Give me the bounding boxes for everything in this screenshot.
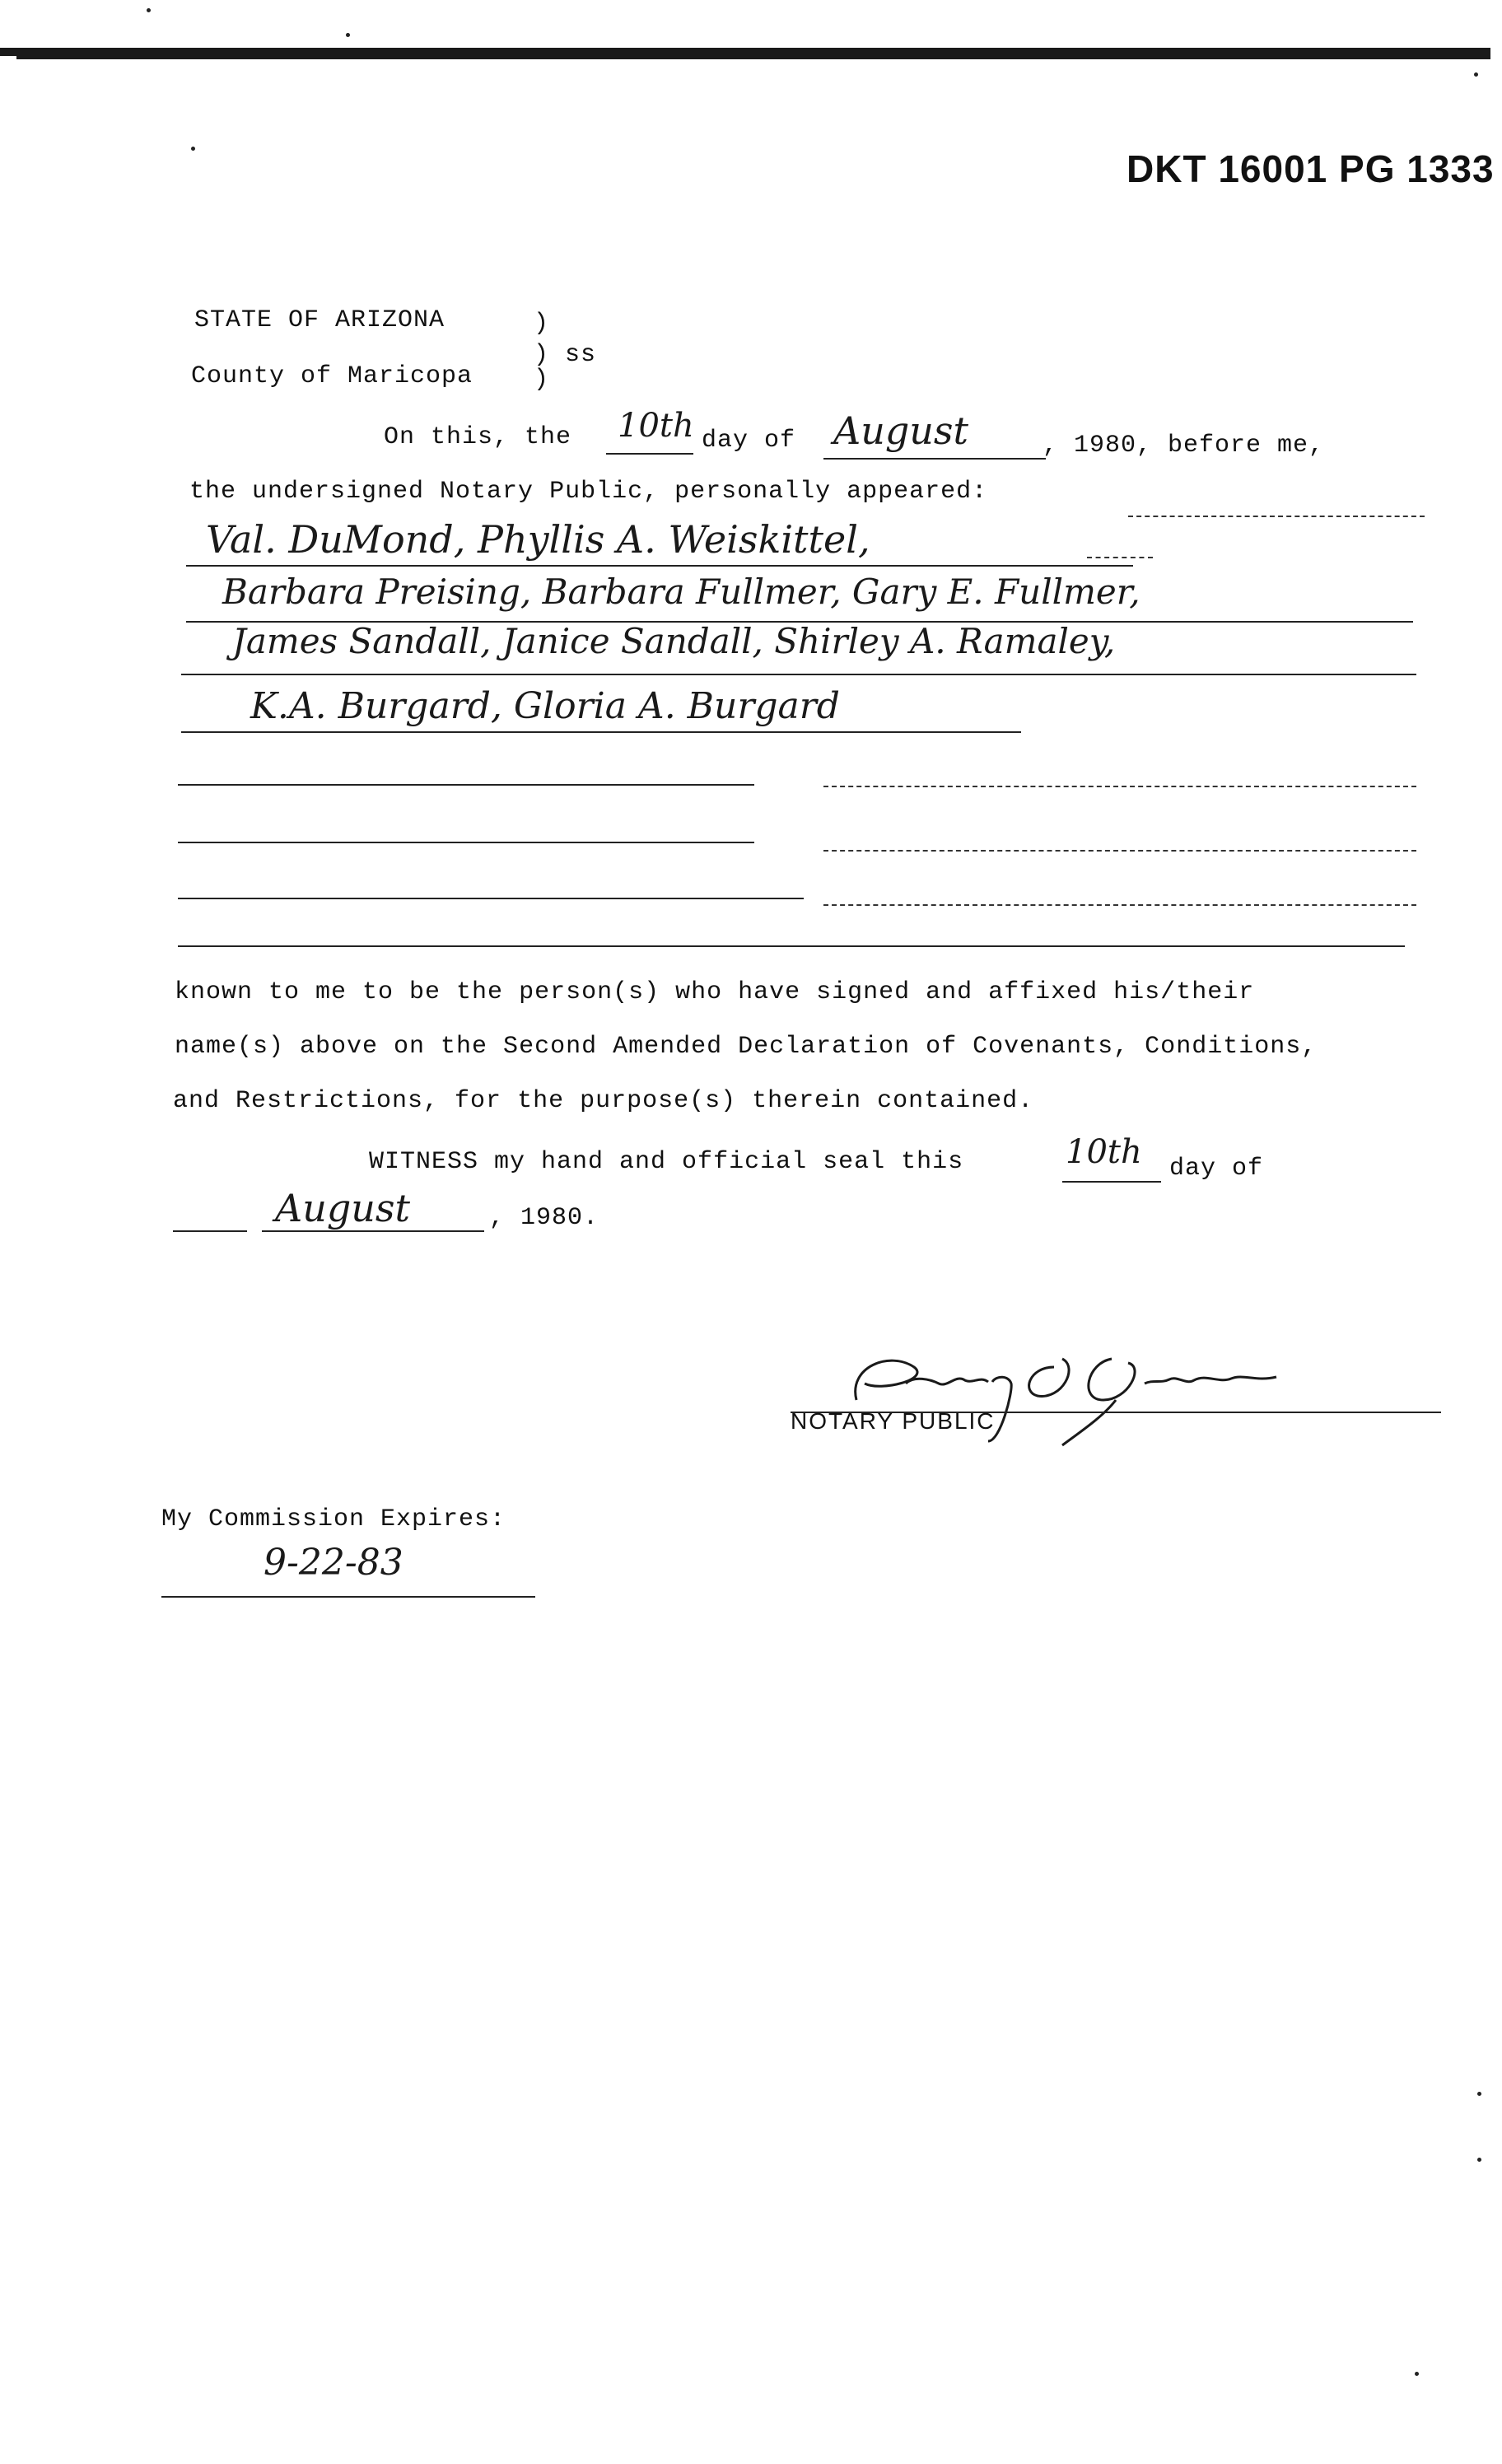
venue-county: County of Maricopa bbox=[191, 362, 473, 390]
scan-speck bbox=[346, 33, 350, 37]
blank-line bbox=[823, 786, 1416, 787]
witness-month-line bbox=[262, 1230, 484, 1232]
intro-line-2: the undersigned Notary Public, personally appeared: bbox=[189, 478, 988, 506]
day-of-label: day of bbox=[702, 427, 796, 455]
commission-expires-label: My Commission Expires: bbox=[161, 1505, 506, 1533]
witness-prefix: WITNESS my hand and official seal this bbox=[369, 1148, 964, 1176]
blank-line bbox=[178, 898, 804, 899]
witness-year: , 1980. bbox=[489, 1204, 599, 1232]
scan-speck bbox=[147, 8, 151, 12]
appeared-blank-line bbox=[1128, 516, 1425, 517]
intro-prefix: On this, the bbox=[384, 423, 572, 451]
scan-left-border-mark bbox=[0, 48, 18, 56]
signers-line-2: Barbara Preising, Barbara Fullmer, Gary E. Fullmer, bbox=[222, 572, 1140, 612]
commission-expiration-date: 9-22-83 bbox=[264, 1542, 403, 1584]
scan-speck bbox=[1477, 2158, 1481, 2162]
venue-state: STATE OF ARIZONA bbox=[194, 306, 445, 334]
body-line-1: known to me to be the person(s) who have signed and affixed his/their bbox=[175, 978, 1255, 1006]
blank-line bbox=[178, 784, 754, 786]
witness-handwritten-day: 10th bbox=[1066, 1133, 1142, 1171]
venue-paren: ) bbox=[534, 366, 550, 394]
scan-speck bbox=[191, 147, 195, 151]
handwritten-month: August bbox=[833, 408, 969, 453]
docket-page-number: DKT 16001 PG 1333 bbox=[1126, 147, 1495, 190]
notary-public-label: NOTARY PUBLIC bbox=[791, 1408, 996, 1434]
witness-day-line bbox=[1062, 1181, 1161, 1183]
scan-speck bbox=[1477, 2092, 1481, 2096]
signers-line-4: K.A. Burgard, Gloria A. Burgard bbox=[250, 685, 840, 727]
signers-line-1: Val. DuMond, Phyllis A. Weiskittel, bbox=[206, 517, 870, 562]
year-before-me: , 1980, before me, bbox=[1043, 432, 1325, 460]
month-blank-line bbox=[823, 458, 1046, 460]
day-blank-line bbox=[606, 453, 693, 455]
venue-paren: ) bbox=[534, 310, 550, 338]
signers-rule-1b bbox=[1087, 557, 1153, 558]
blank-line bbox=[823, 850, 1416, 852]
blank-line bbox=[178, 945, 1405, 947]
scan-speck bbox=[1474, 72, 1478, 77]
signers-line-3: James Sandall, Janice Sandall, Shirley A. Ramaley, bbox=[232, 621, 1116, 661]
signers-rule-1 bbox=[186, 565, 1133, 567]
blank-line bbox=[178, 842, 754, 843]
scan-top-border bbox=[16, 48, 1490, 59]
signers-rule-4 bbox=[181, 731, 1021, 733]
scan-speck bbox=[1415, 2372, 1419, 2376]
handwritten-day: 10th bbox=[618, 407, 694, 445]
venue-ss: ) ss bbox=[534, 341, 597, 369]
witness-month-lead-line bbox=[173, 1230, 247, 1232]
commission-date-line bbox=[161, 1596, 535, 1598]
witness-handwritten-month: August bbox=[275, 1186, 411, 1230]
witness-day-of: day of bbox=[1169, 1155, 1264, 1183]
signers-rule-3 bbox=[181, 674, 1416, 675]
body-line-2: name(s) above on the Second Amended Declaration of Covenants, Conditions, bbox=[175, 1033, 1318, 1061]
body-line-3: and Restrictions, for the purpose(s) therein contained. bbox=[173, 1087, 1034, 1115]
blank-line bbox=[823, 904, 1416, 906]
